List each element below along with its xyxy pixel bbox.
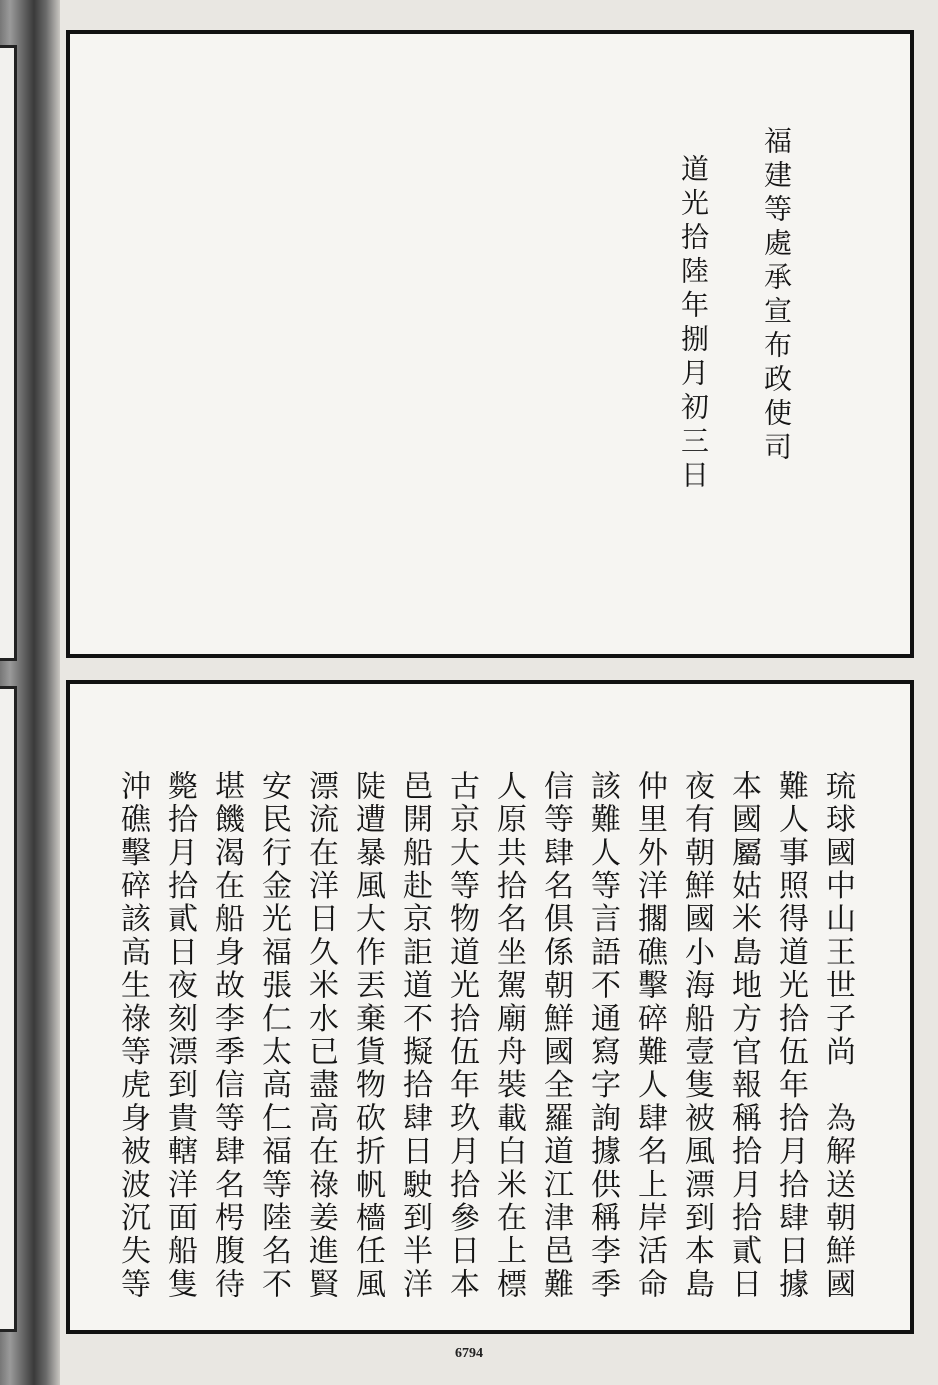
- text-column: 人原共拾名坐駕廟舟裝載白米在上標: [491, 770, 526, 1302]
- text-column: 安民行金光福張仁太高仁福等陸名不: [256, 770, 291, 1302]
- text-column: 陡遭暴風大作丟棄貨物砍折帆檣任風: [350, 770, 385, 1302]
- text-column: 福建等處承宣布政使司: [760, 126, 793, 466]
- text-column: 仲里外洋擱礁擊碎難人肆名上岸活命: [632, 770, 667, 1302]
- text-column: 該難人等言語不通寫字詢據供稱李季: [585, 770, 620, 1302]
- text-column: 斃拾月拾貳日夜刻漂到貴轄洋面船隻: [162, 770, 197, 1302]
- text-column: 沖礁擊碎該高生祿等虎身被波沉失等: [115, 770, 150, 1302]
- page-number: 6794: [455, 1346, 483, 1361]
- text-column: 邑開船赴京詎道不擬拾肆日駛到半洋: [397, 770, 432, 1302]
- text-column: 堪饑渴在船身故李季信等肆名枵腹待: [209, 770, 244, 1302]
- text-column: 琉球國中山王世子尚 為解送朝鮮國: [820, 770, 855, 1302]
- document-panel-top: [66, 30, 914, 658]
- facing-page-frame-edge: [0, 45, 17, 661]
- text-column: 漂流在洋日久米水已盡高在祿姜進賢: [303, 770, 338, 1302]
- text-column: 道光拾陸年捌月初三日: [677, 154, 710, 494]
- facing-page-frame-edge: [0, 686, 17, 1332]
- text-column: 信等肆名俱係朝鮮國全羅道江津邑難: [538, 770, 573, 1302]
- text-column: 古京大等物道光拾伍年玖月拾參日本: [444, 770, 479, 1302]
- text-column: 本國屬姑米島地方官報稱拾月拾貳日: [726, 770, 761, 1302]
- text-column: 難人事照得道光拾伍年拾月拾肆日據: [773, 770, 808, 1302]
- document-panel-bottom: [66, 680, 914, 1334]
- text-column: 夜有朝鮮國小海船壹隻被風漂到本島: [679, 770, 714, 1302]
